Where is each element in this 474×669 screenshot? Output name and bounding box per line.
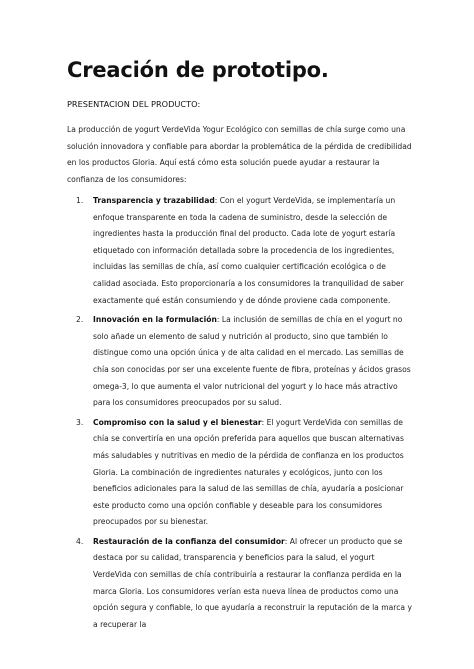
list-item-title: Transparencia y trazabilidad [93,196,215,205]
list-item-text: : Al ofrecer un producto que se destaca por su calidad, transparencia y beneficios para la salud, el yogurt VerdeVida con semillas de chía contribuiría a restaurar la confianza perdida en la marca Gloria. Los consumidores verían esta nueva línea de productos como una opción segura y confiable, lo que ayudaría a reconstruir la reputación de la marca y a recuperar la [93,536,412,629]
intro-paragraph: La producción de yogurt VerdeVida Yogur Ecológico con semillas de chía surge como una solución innovadora y confiable para abordar la problemática de la pérdida de credibilidad en los productos Gloria. Aquí está cómo esta solución puede ayudar a restaurar la confianza de los consumidores: [67,125,412,184]
list-item-title: Compromiso con la salud y el bienestar [93,417,262,427]
list-item-title: Innovación en la formulación [93,315,217,325]
list-item [67,415,412,531]
list-item [67,312,412,412]
section-heading: PRESENTACION DEL PRODUCTO: [67,99,201,109]
list-number: 3. [76,417,84,427]
list-number: 1. [76,196,84,205]
list-item-title: Restauración de la confianza del consumidor [93,536,285,546]
list-item [67,193,412,309]
list-item [67,534,412,634]
list-item-text: : El yogurt VerdeVida con semillas de chía se convertiría en una opción preferida para aquellos que buscan alternativas más saludables y nutritivas en medio de la pérdida de confianza en los productos Gloria. La combinación de ingredientes naturales y ecológicos, junto con los beneficios adicionales para la salud de las semillas de chía, ayudaría a posicionar este producto como una opción confiable y deseable para los consumidores preocupados por su bienestar. [93,417,404,527]
list-item-text: : La inclusión de semillas de chía en el yogurt no solo añade un elemento de salud y nutrición al producto, sino que también lo distingue como una opción única y de alta calidad en el mercado. Las semillas de chía son conocidas por ser una excelente fuente de fibra, proteínas y ácidos grasos omega-3, lo que aumenta el valor nutricional del yogurt y lo hace más atractivo para los consumidores preocupados por su salud. [93,315,411,408]
list-item-text: : Con el yogurt VerdeVida, se implementaría un enfoque transparente en toda la cadena de suministro, desde la selección de ingredientes hasta la producción final del producto. Cada lote de yogurt estaría etiquetado con información detallada sobre la procedencia de los ingredientes, incluidas las semillas de chía, así como cualquier certificación ecológica o de calidad asociada. Esto proporcionaría a los consumidores la tranquilidad de saber exactamente qué están consumiendo y de dónde proviene cada componente. [93,196,404,305]
document-title: Creación de prototipo. [67,58,329,82]
numbered-list [67,193,412,636]
list-number: 2. [76,315,84,325]
list-number: 4. [76,536,84,546]
